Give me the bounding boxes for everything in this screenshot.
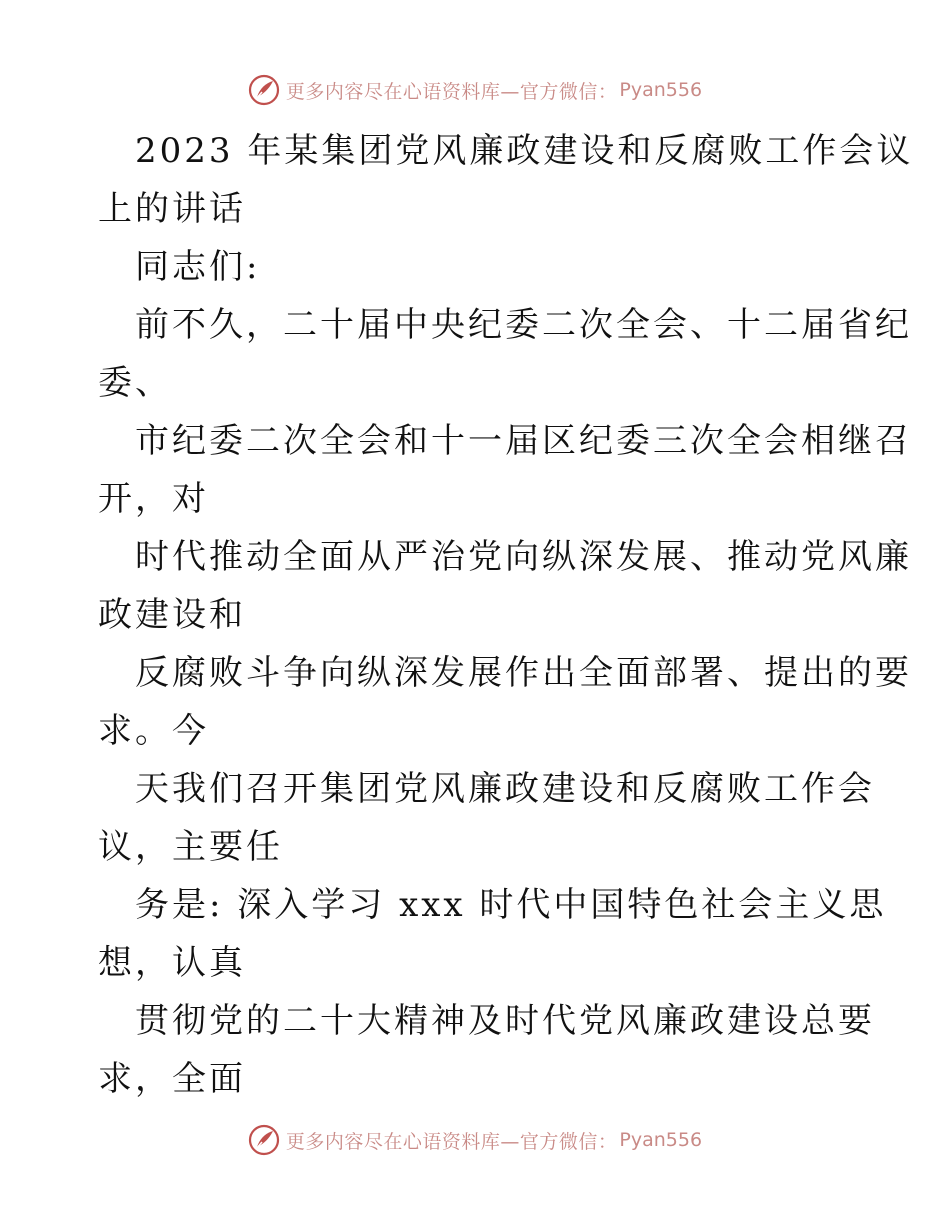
text-line: 市纪委二次全会和十一届区纪委三次全会相继召 [135, 421, 912, 461]
header-watermark [0, 70, 950, 110]
text-line: 求。今 [98, 711, 209, 751]
text-line: 时代推动全面从严治党向纵深发展、推动党风廉 [135, 537, 912, 577]
watermark-wechat-id: Pyan556 [619, 79, 703, 101]
text-line: 同志们: [135, 247, 261, 287]
text-line: 反腐败斗争向纵深发展作出全面部署、提出的要 [135, 653, 912, 693]
watermark-wechat-id: Pyan556 [619, 1129, 703, 1151]
text-line: 贯彻党的二十大精神及时代党风廉政建设总要 [135, 1001, 875, 1041]
text-line: 上的讲话 [98, 189, 246, 229]
watermark-text: 更多内容尽在心语资料库—官方微信： [285, 1130, 618, 1153]
text-line: 2023 年某集团党风廉政建设和反腐败工作会议 [135, 131, 914, 171]
text-line: 天我们召开集团党风廉政建设和反腐败工作会 [135, 769, 875, 809]
text-line: 议，主要任 [98, 827, 283, 867]
feather-quill-logo-icon [248, 74, 280, 106]
text-line: 委、 [98, 363, 172, 403]
text-line: 想，认真 [98, 943, 246, 983]
text-line: 政建设和 [98, 595, 246, 635]
feather-quill-logo-icon [248, 1124, 280, 1156]
text-line: 开，对 [98, 479, 209, 519]
footer-watermark [0, 1120, 950, 1160]
watermark-text: 更多内容尽在心语资料库—官方微信： [285, 80, 618, 103]
document-body [98, 122, 914, 1108]
text-line: 求，全面 [98, 1059, 246, 1099]
text-line: 前不久，二十届中央纪委二次全会、十二届省纪 [135, 305, 912, 345]
text-line: 务是: 深入学习 xxx 时代中国特色社会主义思 [135, 885, 887, 925]
